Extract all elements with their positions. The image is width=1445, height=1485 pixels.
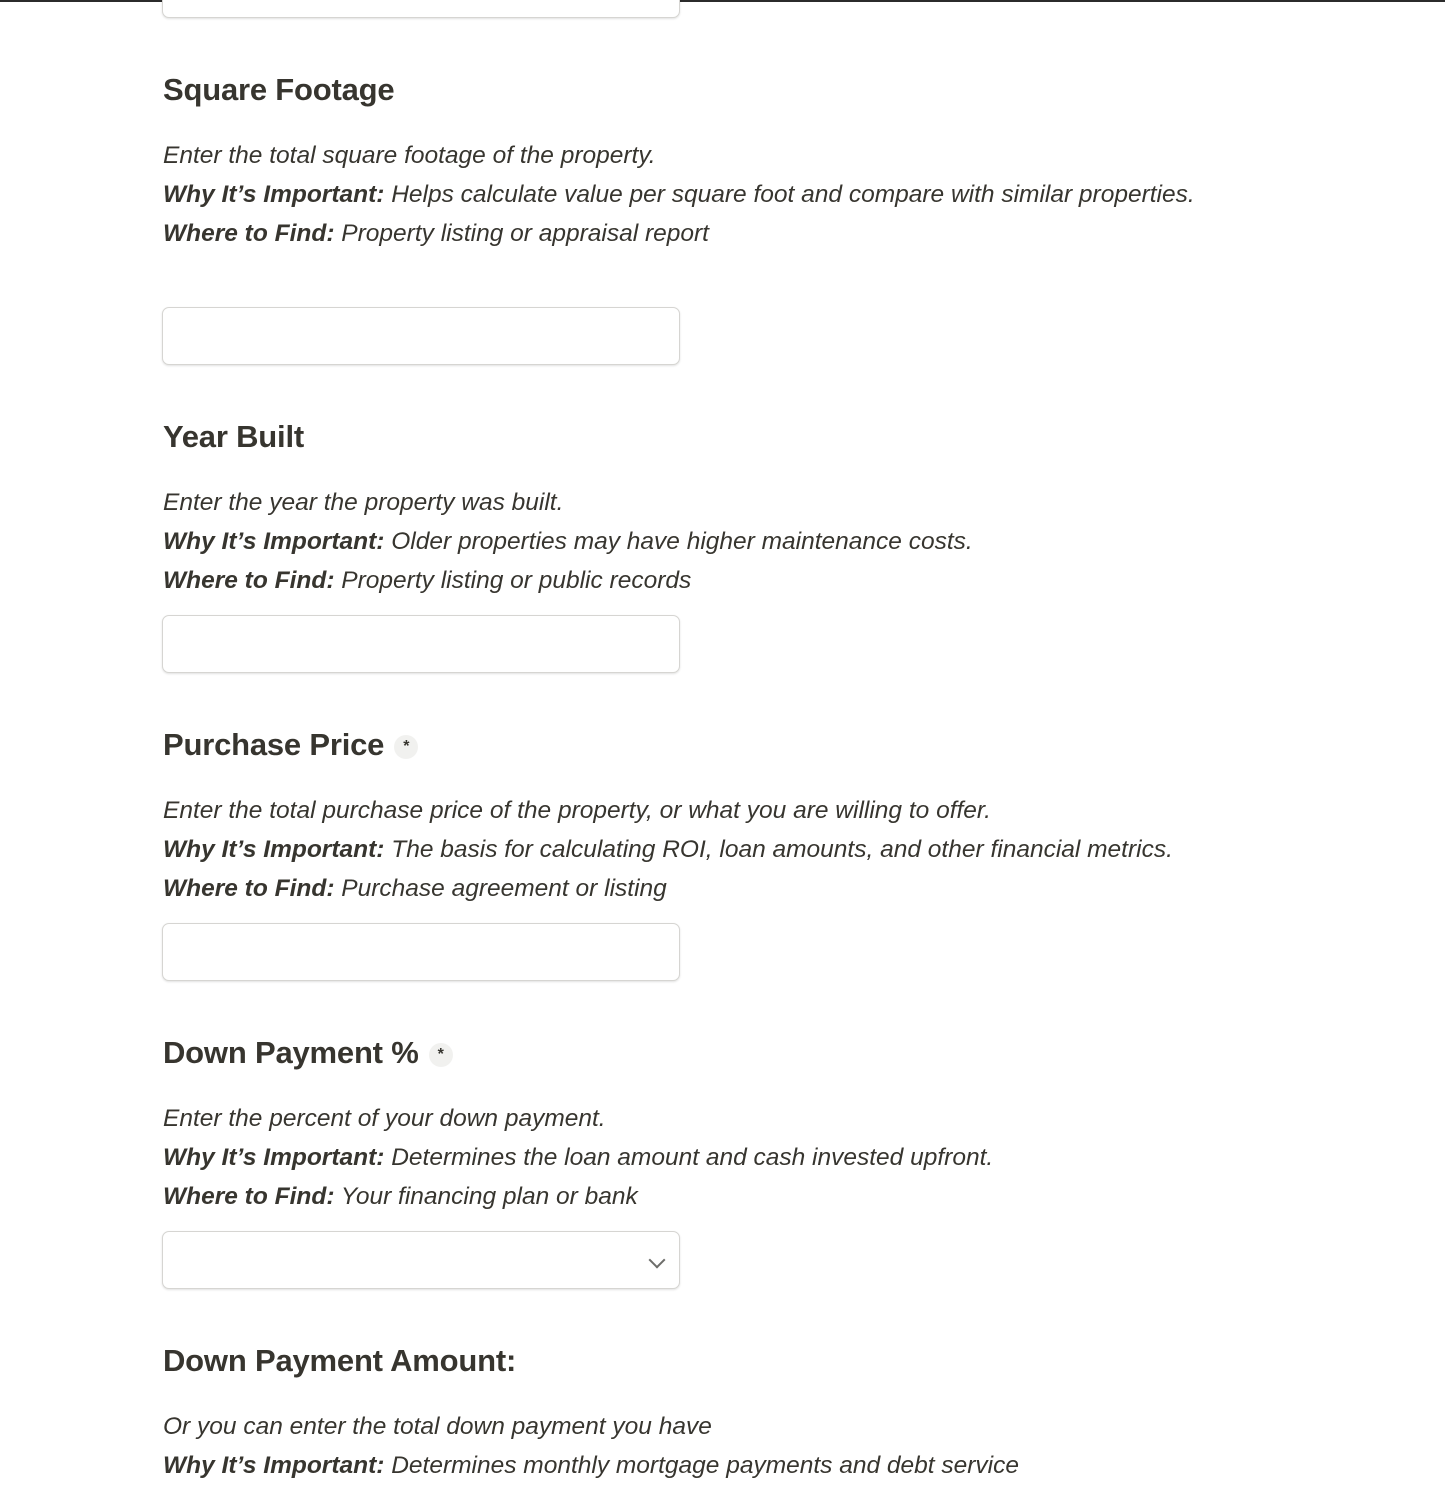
- where-label: Where to Find:: [163, 875, 335, 902]
- required-asterisk-icon: *: [394, 735, 418, 759]
- why-label: Why It’s Important:: [163, 528, 385, 555]
- year-built-description: [163, 483, 1303, 600]
- square-footage-description: [163, 136, 1203, 253]
- purchase-price-title: [163, 727, 418, 763]
- where-to-find: [163, 561, 1303, 600]
- where-label: Where to Find:: [163, 220, 335, 247]
- field-hint: Or you can enter the total down payment you have: [163, 1413, 712, 1440]
- down-payment-amount-title: [163, 1343, 516, 1379]
- why-text: Helps calculate value per square foot and compare with similar properties.: [384, 181, 1195, 208]
- where-to-find: [163, 869, 1303, 908]
- where-text: Property listing or appraisal report: [334, 220, 709, 247]
- where-text: Your financing plan or bank: [334, 1183, 638, 1210]
- why-label: Why It’s Important:: [163, 1144, 385, 1171]
- down-payment-percent-title: [163, 1035, 453, 1071]
- field-title-text: Purchase Price: [163, 727, 385, 762]
- year-built-title: [163, 419, 304, 455]
- down-payment-amount-description: [163, 1407, 1303, 1485]
- field-hint: Enter the year the property was built.: [163, 489, 564, 516]
- where-to-find: [163, 214, 1203, 253]
- field-hint: Enter the total purchase price of the property, or what you are willing to offer.: [163, 797, 991, 824]
- year-built-input[interactable]: [162, 615, 680, 673]
- why-text: Determines monthly mortgage payments and debt service: [384, 1452, 1020, 1479]
- previous-field-input[interactable]: [162, 0, 680, 18]
- why-important: [163, 175, 1203, 214]
- why-text: Determines the loan amount and cash invested upfront.: [384, 1144, 994, 1171]
- purchase-price-description: [163, 791, 1303, 908]
- field-title-text: Year Built: [163, 419, 304, 454]
- why-important: [163, 830, 1303, 869]
- field-title-text: Down Payment Amount:: [163, 1343, 517, 1378]
- where-label: Where to Find:: [163, 567, 335, 594]
- down-payment-percent-description: [163, 1099, 1303, 1216]
- why-important: [163, 1138, 1303, 1177]
- purchase-price-input[interactable]: [162, 923, 680, 981]
- field-hint: Enter the percent of your down payment.: [163, 1105, 606, 1132]
- why-text: The basis for calculating ROI, loan amounts, and other financial metrics.: [384, 836, 1173, 863]
- why-label: Why It’s Important:: [163, 1452, 385, 1479]
- why-label: Why It’s Important:: [163, 181, 385, 208]
- chevron-down-icon: [649, 1252, 666, 1269]
- square-footage-input[interactable]: [162, 307, 680, 365]
- down-payment-percent-select[interactable]: [162, 1231, 680, 1289]
- where-text: Purchase agreement or listing: [334, 875, 667, 902]
- field-title-text: Square Footage: [163, 72, 395, 107]
- where-label: Where to Find:: [163, 1183, 335, 1210]
- field-title-text: Down Payment %: [163, 1035, 419, 1070]
- why-text: Older properties may have higher maintenance costs.: [384, 528, 973, 555]
- where-text: Property listing or public records: [334, 567, 692, 594]
- where-to-find: [163, 1177, 1303, 1216]
- square-footage-title: [163, 72, 394, 108]
- why-label: Why It’s Important:: [163, 836, 385, 863]
- field-hint: Enter the total square footage of the property.: [163, 142, 656, 169]
- why-important: [163, 522, 1303, 561]
- required-asterisk-icon: *: [429, 1043, 453, 1067]
- why-important: [163, 1446, 1303, 1485]
